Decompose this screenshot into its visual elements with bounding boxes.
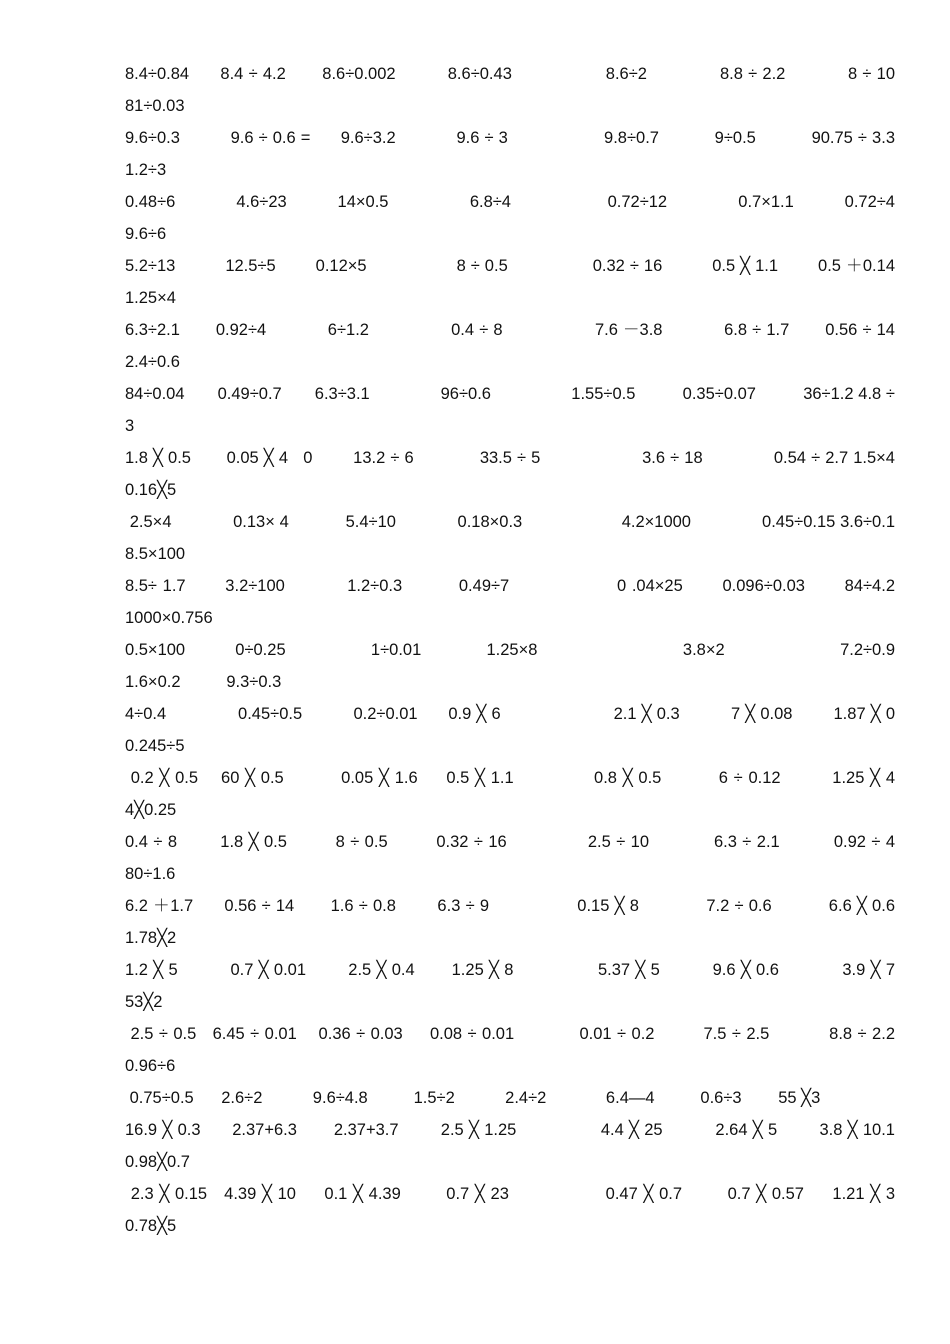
exercise-row: 8.5÷ 1.7 3.2÷100 1.2÷0.3 0.49÷7 0 .04×25 0.096÷0.03 84÷4.2 1000×0.756 bbox=[125, 577, 900, 627]
exercise-rows bbox=[125, 58, 950, 1242]
exercise-row: 0.48÷6 4.6÷23 14×0.5 6.8÷4 0.72÷12 0.7×1.1 0.72÷4 9.6÷6 bbox=[125, 193, 900, 243]
exercise-row: 4÷0.4 0.45÷0.5 0.2÷0.01 0.9 ╳ 6 2.1 ╳ 0.3 7 ╳ 0.08 1.87 ╳ 0 0.245÷5 bbox=[125, 705, 941, 755]
exercise-row: 0.2 ╳ 0.5 60 ╳ 0.5 0.05 ╳ 1.6 0.5 ╳ 1.1 0.8 ╳ 0.5 6 ÷ 0.12 1.25 ╳ 4 4╳0.25 bbox=[125, 769, 950, 819]
exercise-row: 1.2 ╳ 5 0.7 ╳ 0.01 2.5 ╳ 0.4 1.25 ╳ 8 5.37 ╳ 5 9.6 ╳ 0.6 3.9 ╳ 7 53╳2 bbox=[125, 961, 950, 1011]
exercise-row: 84÷0.04 0.49÷0.7 6.3÷3.1 96÷0.6 1.55÷0.5 0.35÷0.07 36÷1.2 4.8 ÷ 3 bbox=[125, 385, 900, 435]
exercise-row: 0.5×100 0÷0.25 1÷0.01 1.25×8 3.8×2 7.2÷0.9 1.6×0.2 9.3÷0.3 bbox=[125, 641, 900, 691]
exercise-row: 9.6÷0.3 9.6 ÷ 0.6 = 9.6÷3.2 9.6 ÷ 3 9.8÷0.7 9÷0.5 90.75 ÷ 3.3 1.2÷3 bbox=[125, 129, 900, 179]
exercise-row: 2.3 ╳ 0.15 4.39 ╳ 10 0.1 ╳ 4.39 0.7 ╳ 23 0.47 ╳ 0.7 0.7 ╳ 0.57 1.21 ╳ 3 0.78╳5 bbox=[125, 1185, 928, 1235]
exercise-row: 0.75÷0.5 2.6÷2 9.6÷4.8 1.5÷2 2.4÷2 6.4—4 0.6÷3 55 ╳3 bbox=[125, 1089, 821, 1107]
exercise-row: 2.5 ÷ 0.5 6.45 ÷ 0.01 0.36 ÷ 0.03 0.08 ÷ 0.01 0.01 ÷ 0.2 7.5 ÷ 2.5 8.8 ÷ 2.2 0.96÷6 bbox=[125, 1025, 932, 1075]
exercise-row: 0.4 ÷ 8 1.8 ╳ 0.5 8 ÷ 0.5 0.32 ÷ 16 2.5 ÷ 10 6.3 ÷ 2.1 0.92 ÷ 4 80÷1.6 bbox=[125, 833, 941, 883]
exercise-row: 1.8 ╳ 0.5 0.05 ╳ 4 0 13.2 ÷ 6 33.5 ÷ 5 3.6 ÷ 18 0.54 ÷ 2.7 1.5×4 0.16╳5 bbox=[125, 449, 923, 499]
exercise-row: 16.9 ╳ 0.3 2.37+6.3 2.37+3.7 2.5 ╳ 1.25 4.4 ╳ 25 2.64 ╳ 5 3.8 ╳ 10.1 0.98╳0.7 bbox=[125, 1121, 928, 1171]
exercise-row: 8.4÷0.84 8.4 ÷ 4.2 8.6÷0.002 8.6÷0.43 8.6÷2 8.8 ÷ 2.2 8 ÷ 10 81÷0.03 bbox=[125, 65, 950, 115]
exercise-row: 2.5×4 0.13× 4 5.4÷10 0.18×0.3 4.2×1000 0.45÷0.15 3.6÷0.1 8.5×100 bbox=[125, 513, 928, 563]
exercise-row: 6.2 ＋1.7 0.56 ÷ 14 1.6 ÷ 0.8 6.3 ÷ 9 0.15 ╳ 8 7.2 ÷ 0.6 6.6 ╳ 0.6 1.78╳2 bbox=[125, 897, 928, 947]
exercise-row: 5.2÷13 12.5÷5 0.12×5 8 ÷ 0.5 0.32 ÷ 16 0.5 ╳ 1.1 0.5 ＋0.14 1.25×4 bbox=[125, 257, 900, 307]
exercise-row: 6.3÷2.1 0.92÷4 6÷1.2 0.4 ÷ 8 7.6 －3.8 6.8 ÷ 1.7 0.56 ÷ 14 2.4÷0.6 bbox=[125, 321, 900, 371]
